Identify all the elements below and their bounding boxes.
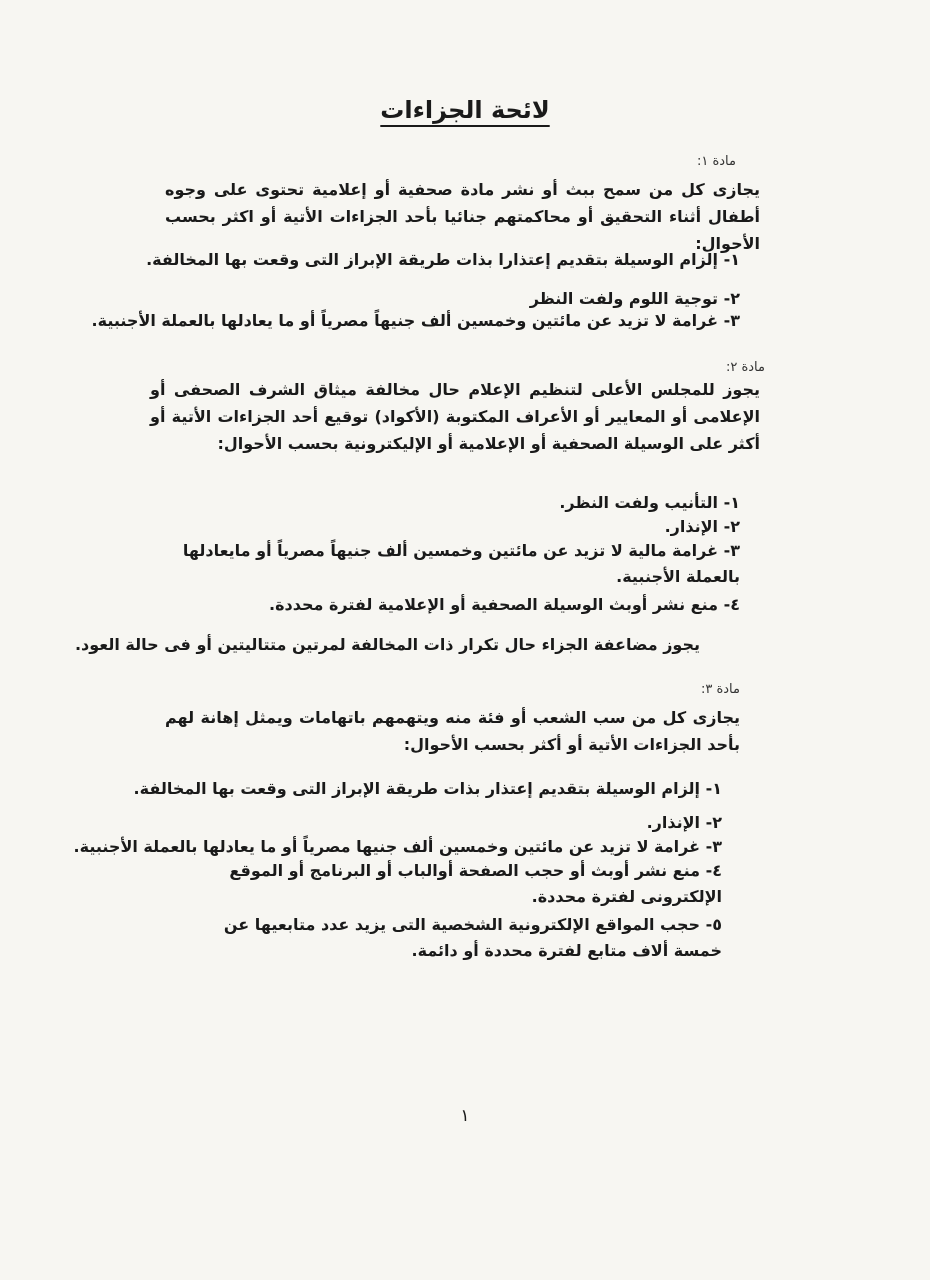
article-2-note: يجوز مضاعفة الجزاء حال تكرار ذات المخالفة لمرتين متتاليتين أو فى حالة العود. xyxy=(74,635,700,654)
article-3-item-3: ٣- غرامة لا تزيد عن مائتين وخمسين ألف جنيها مصرياً أو ما يعادلها بالعملة الأجنبية. xyxy=(73,837,722,856)
article-3-intro: يجازى كل من سب الشعب أو فئة منه ويتهمهم باتهامات ويمثل إهانة لهم بأحد الجزاءات الأتية أو أكثر بحسب الأحوال: xyxy=(165,708,740,754)
article-1-item-3: ٣- غرامة لا تزيد عن مائتين وخمسين ألف جنيهاً مصرياً أو ما يعادلها بالعملة الأجنبية. xyxy=(91,311,740,330)
article-1-item-1: ١- إلزام الوسيلة بتقديم إعتذارا بذات طريقة الإبراز التى وقعت بها المخالفة. xyxy=(146,250,740,269)
article-2-intro: يجوز للمجلس الأعلى لتنظيم الإعلام حال مخالفة ميثاق الشرف الصحفى أو الإعلامى أو المعايير أو الأعراف المكتوبة (الأكواد) توقيع أحد الجزاءات الأتية أو أكثر على الوسيلة الصحفية أو الإعلامية أو الإليكترونية بحسب الأحوال: xyxy=(150,380,760,453)
article-3-item-5: ٥- حجب المواقع الإلكترونية الشخصية التى يزيد عدد متابعيها عن خمسة ألاف متابع لفترة محددة أو دائمة. xyxy=(223,915,722,960)
article-1-label: مادة ١: xyxy=(696,154,736,169)
document-title xyxy=(0,96,930,124)
page-number: ١ xyxy=(460,1106,470,1126)
article-2-item-4: ٤- منع نشر أوبث الوسيلة الصحفية أو الإعلامية لفترة محددة. xyxy=(269,595,740,614)
article-3-item-2: ٢- الإنذار. xyxy=(646,813,722,832)
article-3-item-1: ١- إلزام الوسيلة بتقديم إعتذار بذات طريقة الإبراز التى وقعت بها المخالفة. xyxy=(133,779,722,798)
title-text: لائحة الجزاءات xyxy=(380,96,550,124)
article-2-item-1: ١- التأنيب ولفت النظر. xyxy=(559,493,740,512)
article-3-label: مادة ٣: xyxy=(700,682,740,697)
article-2-item-3: ٣- غرامة مالية لا تزيد عن مائتين وخمسين ألف جنيهاً مصرياً أو مايعادلها بالعملة الأجنبية. xyxy=(182,541,740,586)
article-1-intro: يجازى كل من سمح ببث أو نشر مادة صحفية أو إعلامية تحتوى على وجوه أطفال أثناء التحقيق أو محاكمتهم جنائيا بأحد الجزاءات الأتية أو اكثر بحسب الأحوال: xyxy=(165,180,760,253)
article-1-item-2: ٢- توجية اللوم ولفت النظر xyxy=(529,289,740,308)
article-3-item-4: ٤- منع نشر أوبث أو حجب الصفحة أوالباب أو البرنامج أو الموقع الإلكترونى لفترة محددة. xyxy=(229,861,722,906)
article-2-item-2: ٢- الإنذار. xyxy=(664,517,740,536)
article-2-label: مادة ٢: xyxy=(725,360,765,375)
